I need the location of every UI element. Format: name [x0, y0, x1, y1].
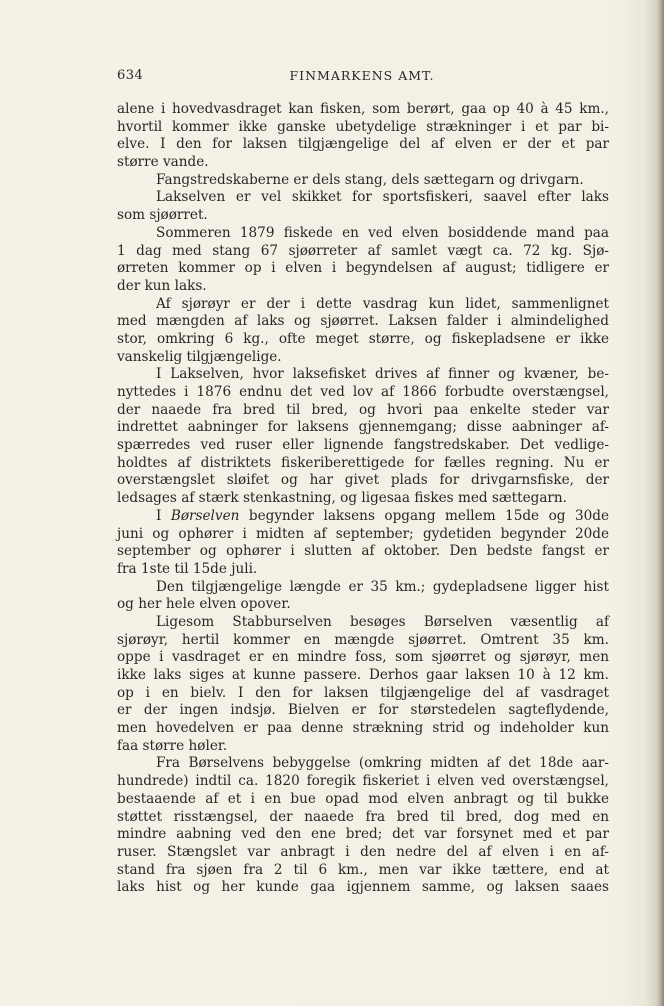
text-line: med mængden af laks og sjøørret. Laksen falder i almindelighed: [117, 313, 609, 330]
text-run: begynder laksens opgang mellem 15de og 30de: [239, 507, 609, 524]
page-number: 634: [117, 68, 144, 83]
text-line: ruser. Stængslet var anbragt i den nedre del af elven i en af-: [117, 843, 609, 860]
text-line: hvortil kommer ikke ganske ubetydelige strækninger i et par bi-: [117, 118, 609, 135]
text-line: vanskelig tilgjængelige.: [117, 348, 282, 365]
text-line: alene i hovedvasdraget kan fisken, som berørt, gaa op 40 à 45 km.,: [117, 101, 609, 117]
text-line: mindre aabning ved den ene bred; det var forsynet med et par: [117, 826, 609, 843]
text-run: I: [156, 507, 171, 524]
running-title: FINMARKENS AMT.: [289, 68, 435, 83]
text-line: nyttedes i 1876 endnu det ved lov af 1866 forbudte overstængsel,: [117, 384, 609, 400]
page-header: [117, 68, 607, 88]
text-line: Lakselven er vel skikket for sportsfiskeri, saavel efter laks: [156, 189, 609, 206]
text-line: ledsages af stærk stenkastning, og ligesaa fiskes med sættegarn.: [117, 490, 568, 507]
text-line: [117, 508, 609, 526]
text-line: stand fra sjøen fra 2 til 6 km., men var ikke tættere, end at: [117, 861, 609, 878]
text-line: støttet risstængsel, der naaede fra bred til bred, dog med en: [117, 808, 609, 825]
body-text: [117, 101, 609, 897]
text-line: I Lakselven, hvor laksefisket drives af finner og kvæner, be-: [156, 366, 609, 383]
text-line: faa større høler.: [117, 737, 228, 754]
text-line: men hovedelven er paa denne strækning strid og indeholder kun: [117, 720, 609, 737]
text-line: ikke laks siges at kunne passere. Derhos gaar laksen 10 à 12 km.: [117, 667, 609, 683]
text-line: og her hele elven opover.: [117, 596, 291, 613]
text-line: op i en bielv. I den for laksen tilgjængelige del af vasdraget: [117, 684, 609, 701]
text-line: der kun laks.: [117, 277, 207, 294]
text-line: Den tilgjængelige længde er 35 km.; gydepladsene ligger hist: [156, 578, 609, 595]
text-line: overstængslet sløifet og har givet plads for drivgarnsfiske, der: [117, 472, 609, 489]
text-line: stor, omkring 6 kg., ofte meget større, og fiskepladsene er ikke: [117, 330, 609, 347]
italic-river-name: Børselven: [170, 507, 240, 524]
text-line: juni og ophører i midten af september; gydetiden begynder 20de: [117, 525, 609, 542]
text-line: Ligesom Stabburselven besøges Børselven væsentlig af: [156, 613, 609, 630]
text-line: Fra Børselvens bebyggelse (omkring midten af det 18de aar-: [156, 755, 609, 772]
text-line: september og ophører i slutten af oktober. Den bedste fangst er: [117, 543, 609, 560]
text-line: som sjøørret.: [117, 207, 208, 224]
text-line: Af sjørøyr er der i dette vasdrag kun lidet, sammenlignet: [156, 295, 609, 312]
text-line: Fangstredskaberne er dels stang, dels sættegarn og drivgarn.: [156, 171, 584, 188]
text-line: indrettet aabninger for laksens gjennemgang; disse aabninger af-: [117, 419, 609, 436]
text-line: sjørøyr, hertil kommer en mængde sjøørret. Omtrent 35 km.: [117, 631, 609, 648]
text-line: laks hist og her kunde gaa igjennem samme, og laksen saaes: [117, 879, 609, 896]
text-line: elve. I den for laksen tilgjængelige del af elven er der et par: [117, 136, 609, 153]
text-line: fra 1ste til 15de juli.: [117, 560, 258, 577]
text-line: holdtes af distriktets fiskeriberettigede for fælles regning. Nu er: [117, 454, 609, 471]
text-line: er der ingen indsjø. Bielven er for størstedelen sagteflydende,: [117, 702, 609, 719]
text-line: 1 dag med stang 67 sjøørreter af samlet vægt ca. 72 kg. Sjø-: [117, 242, 609, 259]
text-line: oppe i vasdraget er en mindre foss, som sjøørret og sjørøyr, men: [117, 649, 609, 666]
text-line: hundrede) indtil ca. 1820 foregik fiskeriet i elven ved overstængsel,: [117, 773, 609, 790]
text-line: der naaede fra bred til bred, og hvori paa enkelte steder var: [117, 401, 609, 418]
text-line: bestaaende af et i en bue opad mod elven anbragt og til bukke: [117, 790, 609, 807]
page-edge-shadow: [656, 0, 664, 1006]
text-line: ørreten kommer op i elven i begyndelsen af august; tidligere er: [117, 260, 609, 277]
text-line: større vande.: [117, 154, 209, 171]
text-line: spærredes ved ruser eller lignende fangstredskaber. Det vedlige-: [117, 437, 609, 454]
text-line: Sommeren 1879 fiskede en ved elven bosiddende mand paa: [156, 224, 609, 241]
